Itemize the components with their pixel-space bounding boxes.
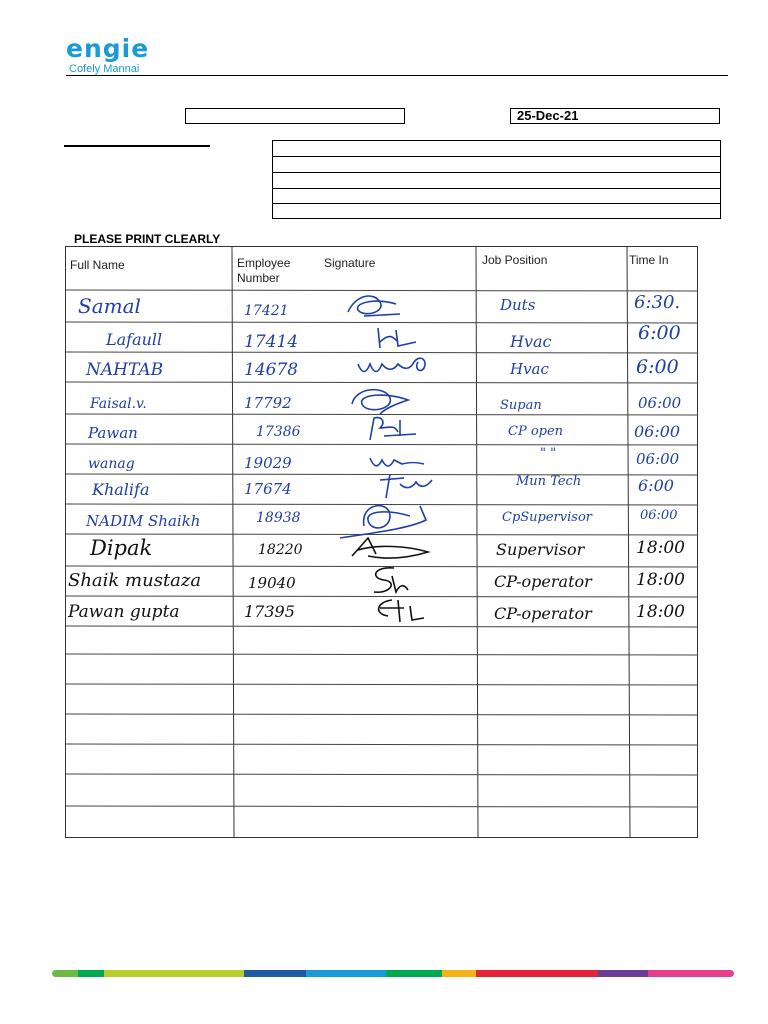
color-segment: [244, 970, 306, 977]
entry-time-in: 06:00: [640, 508, 678, 523]
entry-time-in: 06:00: [638, 394, 682, 412]
row-rule: [66, 382, 698, 383]
color-segment: [306, 970, 386, 977]
col-header-full-name: Full Name: [70, 258, 125, 272]
color-segment: [442, 970, 476, 977]
entry-time-in: 18:00: [636, 538, 685, 558]
entry-employee-number: 18220: [258, 542, 303, 558]
print-clearly-instruction: PLEASE PRINT CLEARLY: [74, 232, 221, 246]
entry-time-in: 18:00: [636, 602, 685, 622]
entry-employee-number: 19029: [244, 454, 292, 472]
entry-job-position: CpSupervisor: [502, 510, 592, 525]
entry-job-position: Supervisor: [496, 540, 585, 559]
entry-job-position: CP-operator: [494, 604, 592, 623]
info-row-divider: [273, 188, 720, 189]
entry-time-in: 06:00: [636, 450, 680, 468]
entry-employee-number: 17386: [256, 424, 301, 440]
signature-drawing: [368, 596, 428, 626]
entry-employee-number: 19040: [248, 574, 296, 592]
signature-drawing: [364, 564, 414, 598]
sign-in-sheet: [64, 242, 700, 839]
signature-drawing: [344, 290, 404, 322]
entry-job-position: Hvac: [510, 332, 552, 351]
entry-name: Pawan: [88, 424, 138, 442]
label-underline: [64, 145, 210, 147]
color-segment: [78, 970, 104, 977]
entry-time-in: 18:00: [636, 570, 685, 590]
date-field[interactable]: 25-Dec-21: [510, 108, 720, 124]
row-rule: [66, 714, 698, 715]
color-segment: [648, 970, 734, 977]
entry-time-in: 06:00: [634, 422, 681, 441]
entry-time-in: 6:30.: [634, 292, 681, 313]
signature-drawing: [348, 534, 438, 562]
entry-job-position: CP open: [508, 424, 564, 439]
brand-color-bar: [52, 970, 734, 977]
entry-job-position: " ": [540, 446, 557, 461]
engie-logo: engie: [66, 34, 150, 63]
entry-job-position: Duts: [500, 296, 536, 314]
entry-employee-number: 14678: [244, 360, 299, 380]
logo-subtitle: Cofely Mannai: [69, 63, 140, 75]
color-segment: [52, 970, 78, 977]
info-fields-table: [272, 140, 721, 219]
entry-job-position: Hvac: [510, 360, 549, 378]
col-header-time-in: Time In: [629, 253, 669, 267]
header-rule: [66, 75, 728, 76]
entry-name: wanag: [88, 456, 135, 472]
entry-employee-number: 17421: [244, 303, 289, 319]
entry-name: Samal: [78, 294, 141, 318]
entry-job-position: Mun Tech: [516, 474, 582, 489]
row-rule: [66, 654, 698, 655]
color-segment: [386, 970, 442, 977]
entry-job-position: CP-operator: [494, 572, 592, 591]
color-segment: [598, 970, 648, 977]
project-name-field[interactable]: [185, 108, 405, 124]
color-segment: [476, 970, 556, 977]
color-segment: [556, 970, 598, 977]
entry-name: Khalifa: [92, 480, 150, 499]
col-header-job-position: Job Position: [482, 253, 548, 267]
row-rule: [66, 626, 698, 627]
entry-name: Dipak: [90, 536, 153, 560]
row-rule: [66, 806, 698, 807]
col-header-employee-number: Employee Number: [237, 256, 291, 285]
entry-time-in: 6:00: [638, 476, 674, 495]
row-rule: [66, 774, 698, 775]
signature-drawing: [364, 414, 420, 444]
row-rule: [66, 322, 698, 323]
info-row-divider: [273, 203, 720, 204]
entry-name: NADIM Shaikh: [86, 512, 201, 530]
color-segment: [104, 970, 244, 977]
entry-time-in: 6:00: [638, 322, 681, 344]
row-rule: [66, 444, 698, 445]
entry-employee-number: 17674: [244, 480, 292, 498]
col-header-signature: Signature: [324, 256, 376, 270]
entry-name: NAHTAB: [86, 360, 164, 380]
entry-employee-number: 17792: [244, 394, 292, 412]
info-row-divider: [273, 172, 720, 173]
row-rule: [66, 744, 698, 745]
entry-name: Lafaull: [106, 330, 163, 349]
row-rule: [66, 684, 698, 685]
entry-name: Faisal.v.: [90, 396, 147, 412]
entry-job-position: Supan: [500, 398, 542, 413]
entry-employee-number: 17414: [244, 332, 299, 352]
entry-name: Shaik mustaza: [68, 570, 202, 591]
entry-employee-number: 17395: [244, 602, 295, 621]
signature-drawing: [354, 350, 434, 380]
entry-employee-number: 18938: [256, 510, 301, 526]
entry-time-in: 6:00: [636, 356, 679, 378]
entry-name: Pawan gupta: [68, 602, 180, 622]
info-row-divider: [273, 156, 720, 157]
signature-drawing: [346, 384, 416, 418]
